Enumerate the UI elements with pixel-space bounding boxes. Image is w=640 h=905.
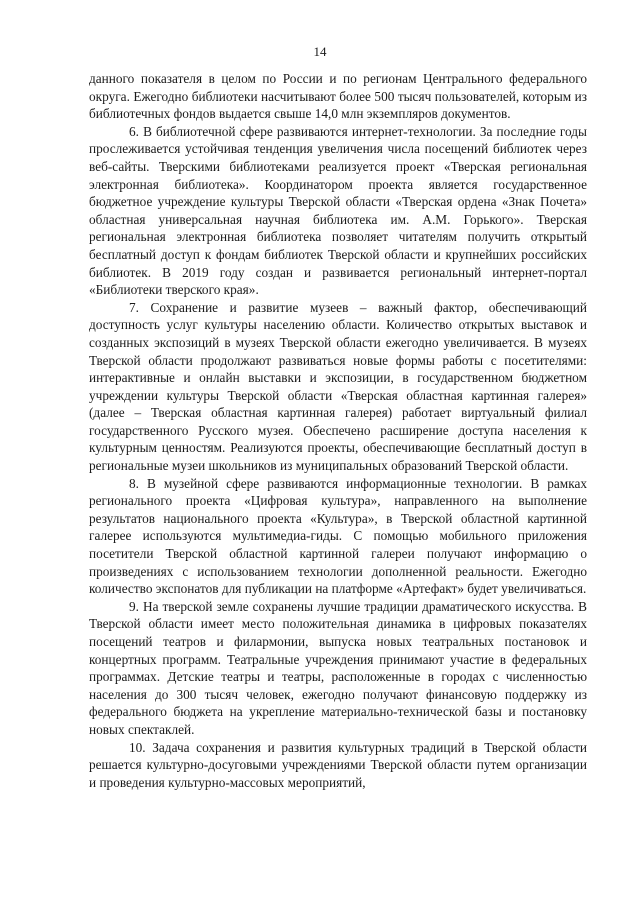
paragraph-10-cultural-traditions: 10. Задача сохранения и развития культурных традиций в Тверской области решается культурно-досуговыми учреждениями Тверской области путем организации и проведения культурно-массовых мероприятий, (89, 739, 587, 790)
paragraph-7-museums-preservation: 7. Сохранение и развитие музеев – важный фактор, обеспечивающий доступность услуг культуры населению области. Количество открытых выставок и созданных экспозиций в музеях Тверской области ежегодно увеличивается. В музеях Тверской области продолжают развиваться новые формы работы с посетителями: интерактивные и онлайн выставки и экспозиции, в государственном бюджетном учреждении культуры Тверской области «Тверская областная картинная галерея» (далее – Тверская областная картинная галерея) работает виртуальный филиал государственного Русского музея. Обеспечено расширение доступа населения к культурным ценностям. Реализуются проекты, обеспечивающие бесплатный доступ в региональные музеи школьников из муниципальных образований Тверской области. (89, 299, 587, 474)
document-body (89, 70, 587, 791)
paragraph-6-library-internet-technologies: 6. В библиотечной сфере развиваются интернет-технологии. За последние годы прослеживается устойчивая тенденция увеличения числа посещений библиотек через веб-сайты. Тверскими библиотеками реализуется проект «Тверская региональная электронная библиотека». Координатором проекта является государственное бюджетное учреждение культуры Тверской области «Тверская ордена «Знак Почета» областная универсальная научная библиотека им. А.М. Горького». Тверская региональная электронная библиотека позволяет читателям получить открытый бесплатный доступ к фондам библиотек Тверской области и крупнейших российских библиотек. В 2019 году создан и развивается региональный интернет-портал «Библиотеки тверского края». (89, 123, 587, 298)
paragraph-continuation: данного показателя в целом по России и по регионам Центрального федерального округа. Ежегодно библиотеки насчитывают более 500 тысяч пользователей, которым из библиотечных фондов выдается свыше 14,0 млн экземпляров документов. (89, 71, 587, 122)
paragraph-9-drama-traditions: 9. На тверской земле сохранены лучшие традиции драматического искусства. В Тверской области имеет место положительная динамика в цифровых показателях посещений театров и филармонии, выпуска новых театральных постановок и концертных программ. Театральные учреждения принимают участие в федеральных программах. Детские театры и театры, расположенные в городах с численностью населения до 300 тысяч человек, ежегодно получают финансовую поддержку из федерального бюджета на укрепление материально-технической базы и постановку новых спектаклей. (89, 598, 587, 737)
page-number: 14 (313, 44, 327, 59)
paragraph-8-museum-information-technologies: 8. В музейной сфере развиваются информационные технологии. В рамках регионального проекта «Цифровая культура», направленного на выполнение результатов национального проекта «Культура», в Тверской областной картинной галерее используются мультимедиа-гиды. С помощью мобильного приложения посетители Тверской областной картинной галереи получают информацию о произведениях с использованием технологии дополненной реальности. Ежегодно количество экспонатов для публикации на платформе «Артефакт» будет увеличиваться. (89, 475, 587, 597)
